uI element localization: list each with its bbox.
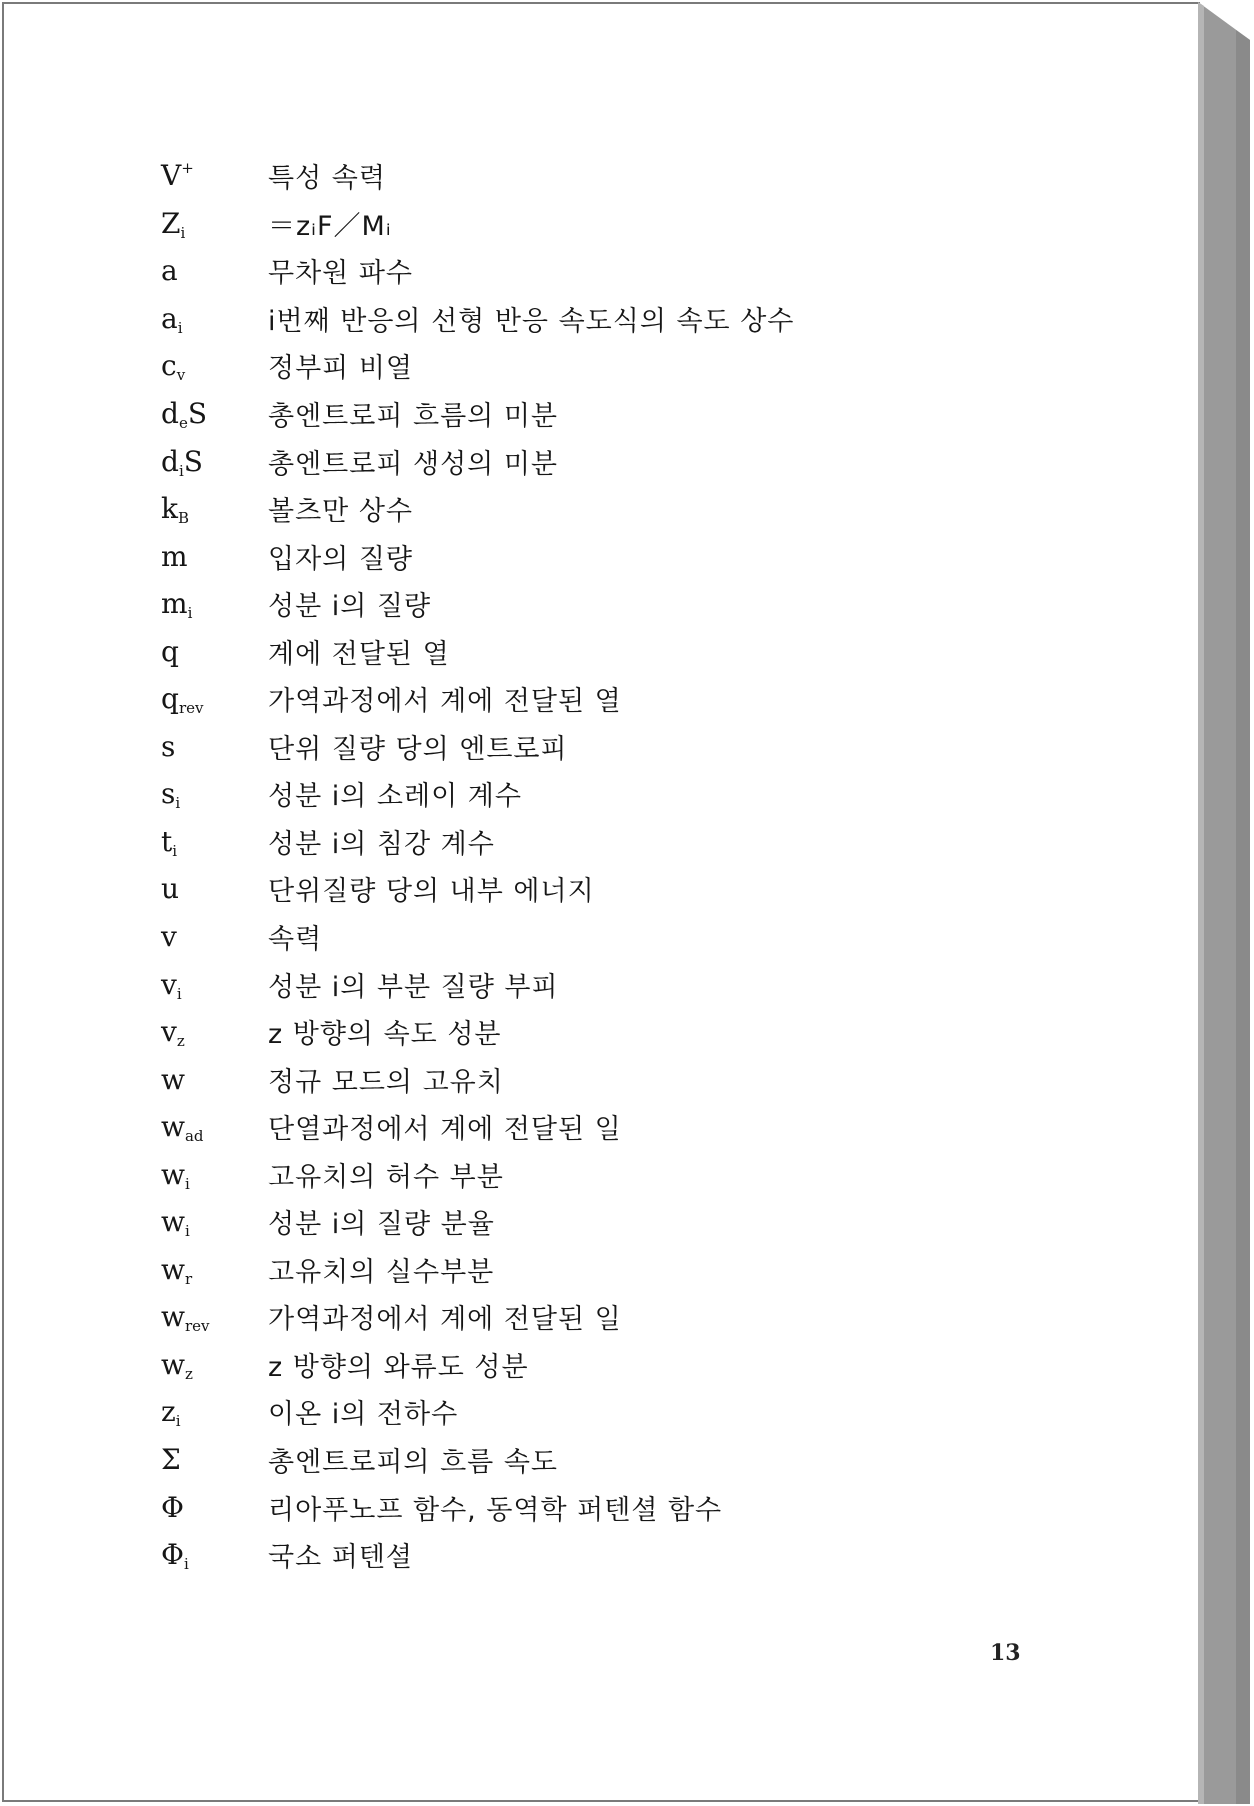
glossary-description: 성분 i의 질량 — [268, 591, 432, 623]
glossary-description: 정규 모드의 고유치 — [268, 1066, 504, 1098]
symbol-base: v — [161, 920, 177, 954]
symbol-base: m — [161, 539, 188, 573]
symbol-subscript: i — [183, 1555, 189, 1574]
symbol-base: w — [161, 1347, 185, 1381]
symbol-subscript: i — [176, 984, 182, 1003]
glossary-description: 성분 i의 질량 분율 — [268, 1209, 495, 1241]
glossary-symbol — [161, 920, 268, 953]
glossary-description: ＝zᵢF／Mᵢ — [268, 210, 392, 242]
symbol-base-tail: S — [183, 444, 203, 478]
glossary-symbol — [161, 1395, 268, 1431]
glossary-description: 성분 i의 부분 질량 부피 — [268, 971, 559, 1003]
symbol-subscript: i — [178, 461, 184, 480]
symbol-subscript: r — [184, 1269, 193, 1288]
glossary-symbol — [161, 207, 268, 240]
glossary-entry — [161, 295, 794, 343]
symbol-base: w — [161, 1110, 185, 1144]
symbol-base: w — [161, 1062, 185, 1096]
glossary-symbol — [161, 349, 268, 385]
glossary-entry — [161, 960, 794, 1008]
glossary-symbol — [161, 1491, 268, 1524]
glossary-symbol — [161, 159, 268, 192]
glossary-entry — [161, 200, 794, 248]
page-edge-shadow — [1198, 0, 1254, 1806]
symbol-subscript: rev — [178, 699, 204, 718]
glossary-symbol — [161, 587, 268, 623]
glossary-entry — [161, 1103, 794, 1151]
glossary-entry — [161, 1055, 794, 1103]
symbol-subscript: ad — [184, 1127, 204, 1146]
symbol-subscript: e — [178, 414, 188, 432]
glossary-symbol — [161, 1253, 268, 1286]
glossary-description: 리아푸노프 함수, 동역학 퍼텐셜 함수 — [268, 1494, 723, 1526]
symbol-base: k — [161, 492, 178, 526]
symbol-base: d — [161, 397, 179, 430]
symbol-base-tail: S — [187, 397, 208, 430]
symbol-subscript: B — [177, 509, 189, 528]
page-number: 13 — [990, 1640, 1021, 1666]
symbol-base: Φ — [161, 1490, 184, 1524]
glossary-description: 단위질량 당의 내부 에너지 — [268, 876, 595, 908]
symbol-subscript: i — [180, 223, 186, 242]
symbol-base: Σ — [161, 1443, 181, 1477]
symbol-subscript: rev — [184, 1317, 210, 1336]
glossary-entry — [161, 627, 794, 675]
glossary-description: 성분 i의 소레이 계수 — [268, 781, 522, 813]
glossary-symbol — [161, 445, 268, 478]
glossary-entry — [161, 770, 794, 818]
symbol-base: m — [161, 587, 188, 621]
glossary-symbol — [161, 1205, 268, 1241]
book-page — [2, 2, 1200, 1802]
glossary-entry — [161, 1531, 794, 1579]
symbol-subscript: i — [172, 841, 178, 860]
glossary-entry — [161, 342, 794, 390]
glossary-description: 국소 퍼텐셜 — [268, 1542, 413, 1574]
glossary-entry — [161, 485, 794, 533]
glossary-entry — [161, 1246, 794, 1294]
glossary-symbol — [161, 1538, 268, 1574]
symbol-subscript: i — [175, 794, 181, 813]
glossary-description: 가역과정에서 계에 전달된 열 — [268, 686, 622, 718]
glossary-description: i번째 반응의 선형 반응 속도식의 속도 상수 — [268, 305, 795, 337]
glossary-entry — [161, 1198, 794, 1246]
glossary-entry — [161, 818, 794, 866]
glossary-symbol — [161, 730, 268, 763]
symbol-subscript: i — [187, 604, 193, 623]
glossary-symbol — [161, 1158, 268, 1191]
glossary-symbol — [161, 1063, 268, 1096]
glossary-description: z 방향의 속도 성분 — [268, 1019, 502, 1051]
symbol-glossary — [161, 152, 794, 1578]
symbol-base: Φ — [161, 1538, 184, 1572]
symbol-base: q — [161, 634, 179, 668]
glossary-entry — [161, 152, 794, 200]
glossary-symbol — [161, 1015, 268, 1051]
glossary-description: 특성 속력 — [268, 163, 386, 195]
symbol-subscript: z — [184, 1364, 193, 1383]
glossary-symbol — [161, 1300, 268, 1336]
glossary-symbol — [161, 492, 268, 528]
symbol-base: w — [161, 1300, 185, 1334]
symbol-base: a — [161, 301, 178, 335]
glossary-entry — [161, 247, 794, 295]
glossary-description: 단열과정에서 계에 전달된 일 — [268, 1114, 622, 1146]
glossary-symbol — [161, 777, 268, 813]
glossary-description: 고유치의 허수 부분 — [268, 1161, 504, 1193]
glossary-symbol — [161, 682, 268, 718]
glossary-description: 무차원 파수 — [268, 258, 413, 290]
symbol-base: v — [161, 1015, 177, 1049]
glossary-symbol — [161, 635, 268, 668]
glossary-symbol — [161, 254, 268, 287]
glossary-description: 가역과정에서 계에 전달된 일 — [268, 1304, 622, 1336]
glossary-entry — [161, 437, 794, 485]
glossary-entry — [161, 1150, 794, 1198]
glossary-symbol — [161, 397, 268, 430]
glossary-entry — [161, 1293, 794, 1341]
glossary-symbol — [161, 1110, 268, 1146]
symbol-subscript: i — [175, 1412, 181, 1431]
glossary-entry — [161, 1483, 794, 1531]
symbol-base: d — [161, 444, 179, 478]
glossary-description: 총엔트로피 생성의 미분 — [268, 448, 558, 480]
glossary-entry — [161, 1436, 794, 1484]
glossary-entry — [161, 913, 794, 961]
glossary-description: 고유치의 실수부분 — [268, 1256, 495, 1288]
symbol-subscript: v — [176, 366, 186, 385]
glossary-description: 총엔트로피 흐름의 미분 — [268, 401, 558, 432]
glossary-symbol — [161, 825, 268, 858]
symbol-subscript: i — [184, 1174, 190, 1193]
symbol-base: s — [161, 777, 176, 811]
glossary-entry — [161, 1388, 794, 1436]
symbol-base: c — [161, 349, 177, 383]
glossary-description: 입자의 질량 — [268, 543, 413, 575]
glossary-description: 단위 질량 당의 엔트로피 — [268, 733, 568, 765]
glossary-entry — [161, 865, 794, 913]
glossary-entry — [161, 532, 794, 580]
glossary-symbol — [161, 872, 268, 905]
glossary-symbol — [161, 302, 268, 335]
symbol-subscript: i — [184, 1222, 190, 1241]
glossary-entry — [161, 390, 794, 438]
symbol-base: q — [161, 682, 179, 716]
glossary-description: 계에 전달된 열 — [268, 638, 450, 670]
glossary-symbol — [161, 540, 268, 573]
symbol-base: Z — [161, 206, 181, 240]
symbol-subscript: i — [177, 318, 183, 337]
symbol-base: u — [161, 872, 180, 906]
symbol-base: t — [161, 824, 173, 858]
glossary-symbol — [161, 1348, 268, 1381]
glossary-entry — [161, 1341, 794, 1389]
glossary-description: 이온 i의 전하수 — [268, 1399, 459, 1431]
symbol-base: V — [161, 159, 182, 193]
glossary-description: 볼츠만 상수 — [268, 496, 413, 528]
symbol-base: w — [161, 1252, 185, 1286]
symbol-base: v — [161, 967, 177, 1001]
symbol-base: s — [161, 729, 176, 763]
symbol-base: a — [161, 254, 178, 288]
glossary-symbol — [161, 1443, 268, 1476]
glossary-description: 정부피 비열 — [268, 353, 413, 385]
glossary-description: z 방향의 와류도 성분 — [268, 1351, 529, 1383]
glossary-entry — [161, 723, 794, 771]
symbol-subscript: z — [176, 1032, 185, 1051]
glossary-symbol — [161, 968, 268, 1001]
symbol-superscript: + — [181, 159, 194, 178]
glossary-entry — [161, 1008, 794, 1056]
symbol-base: w — [161, 1205, 185, 1239]
glossary-entry — [161, 675, 794, 723]
symbol-base: w — [161, 1157, 185, 1191]
glossary-entry — [161, 580, 794, 628]
glossary-description: 총엔트로피의 흐름 속도 — [268, 1447, 558, 1479]
symbol-base: z — [161, 1395, 176, 1429]
glossary-description: 성분 i의 침강 계수 — [268, 828, 495, 860]
glossary-description: 속력 — [268, 924, 323, 956]
